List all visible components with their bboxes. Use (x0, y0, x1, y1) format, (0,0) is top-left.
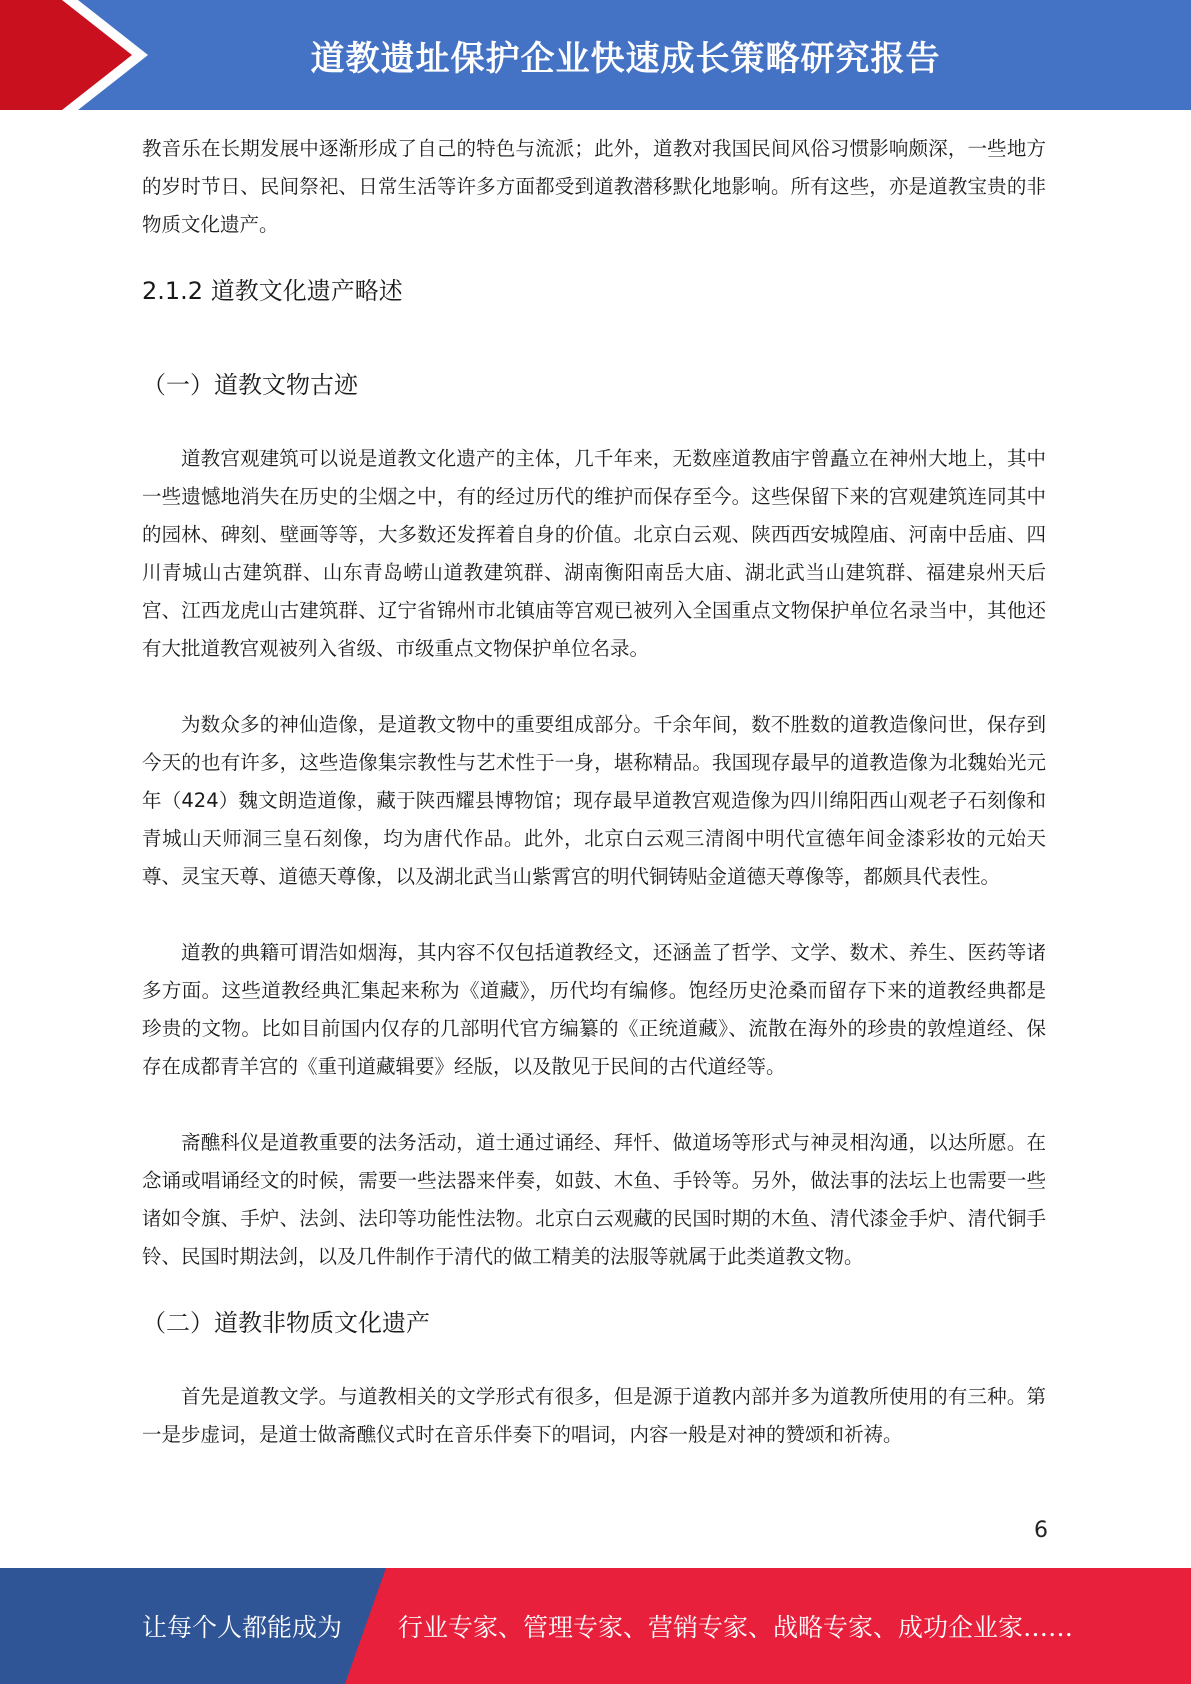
paragraph-scriptures: 道教的典籍可谓浩如烟海，其内容不仅包括道教经文，还涵盖了哲学、文学、数术、养生、医药等诸多方面。这些道教经典汇集起来称为《道藏》，历代均有编修。饱经历史沧桑而留存下来的道教经典都是珍贵的文物。比如目前国内仅存的几部明代官方编纂的《正统道藏》、流散在海外的珍贵的敦煌道经、保存在成都青羊宫的《重刊道藏辑要》经版，以及散见于民间的古代道经等。 (142, 941, 1046, 1078)
subsection-heading-2: （二）道教非物质文化遗产 (142, 1309, 430, 1337)
header-banner (0, 0, 1191, 110)
paragraph-literature: 首先是道教文学。与道教相关的文学形式有很多，但是源于道教内部并多为道教所使用的有三种。第一是步虚词，是道士做斋醮仪式时在音乐伴奏下的唱词，内容一般是对神的赞颂和祈祷。 (142, 1385, 1046, 1446)
document-title: 道教遗址保护企业快速成长策略研究报告 (310, 38, 941, 79)
footer-slogan-left: 让每个人都能成为 (142, 1613, 343, 1642)
paragraph-ritual-objects: 斋醮科仪是道教重要的法务活动，道士通过诵经、拜忏、做道场等形式与神灵相沟通，以达所愿。在念诵或唱诵经文的时候，需要一些法器来伴奏，如鼓、木鱼、手铃等。另外，做法事的法坛上也需要一些诸如令旗、手炉、法剑、法印等功能性法物。北京白云观藏的民国时期的木鱼、清代漆金手炉、清代铜手铃、民国时期法剑，以及几件制作于清代的做工精美的法服等就属于此类道教文物。 (142, 1131, 1046, 1268)
page-number: 6 (1034, 1518, 1048, 1543)
header-arrow-icon (0, 0, 150, 110)
main-content (142, 130, 1046, 1454)
paragraph-architecture: 道教宫观建筑可以说是道教文化遗产的主体，几千年来，无数座道教庙宇曾矗立在神州大地上，其中一些遗憾地消失在历史的尘烟之中，有的经过历代的维护而保存至今。这些保留下来的宫观建筑连同其中的园林、碑刻、壁画等等，大多数还发挥着自身的价值。北京白云观、陕西西安城隍庙、河南中岳庙、四川青城山古建筑群、山东青岛崂山道教建筑群、湖南衡阳南岳大庙、湖北武当山建筑群、福建泉州天后宫、江西龙虎山古建筑群、辽宁省锦州市北镇庙等宫观已被列入全国重点文物保护单位名录当中，其他还有大批道教宫观被列入省级、市级重点文物保护单位名录。 (142, 447, 1046, 660)
intro-paragraph: 教音乐在长期发展中逐渐形成了自己的特色与流派；此外，道教对我国民间风俗习惯影响颇深，一些地方的岁时节日、民间祭祀、日常生活等许多方面都受到道教潜移默化地影响。所有这些，亦是道教宝贵的非物质文化遗产。 (142, 137, 1046, 236)
footer-banner (0, 1568, 1191, 1684)
section-heading: 2.1.2 道教文化遗产略述 (142, 277, 403, 305)
paragraph-statues: 为数众多的神仙造像，是道教文物中的重要组成部分。千余年间，数不胜数的道教造像问世，保存到今天的也有许多，这些造像集宗教性与艺术性于一身，堪称精品。我国现存最早的道教造像为北魏始光元年（424）魏文朗造道像，藏于陕西耀县博物馆；现存最早道教宫观造像为四川绵阳西山观老子石刻像和青城山天师洞三皇石刻像，均为唐代作品。此外，北京白云观三清阁中明代宣德年间金漆彩妆的元始天尊、灵宝天尊、道德天尊像，以及湖北武当山紫霄宫的明代铜铸贴金道德天尊像等，都颇具代表性。 (142, 713, 1046, 888)
subsection-heading-1: （一）道教文物古迹 (142, 371, 358, 399)
footer-slogan-right: 行业专家、管理专家、营销专家、战略专家、成功企业家…… (398, 1613, 1074, 1642)
